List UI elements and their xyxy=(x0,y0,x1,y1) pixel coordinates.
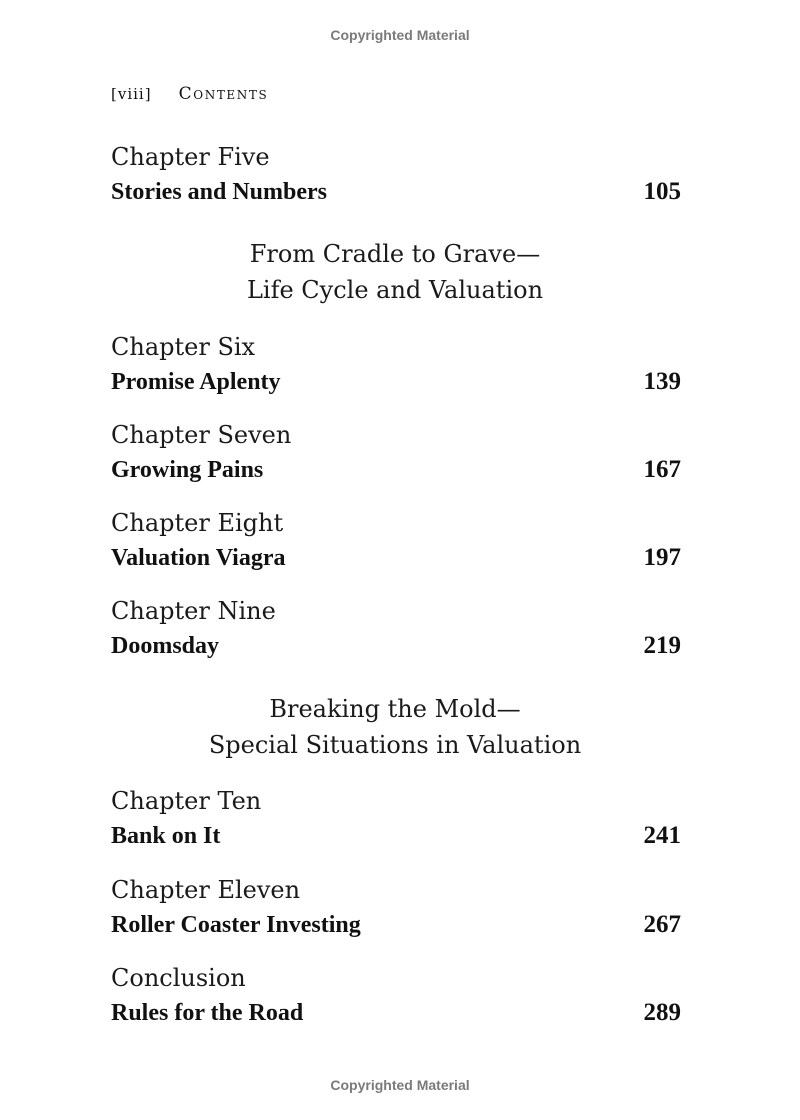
chapter-row xyxy=(111,818,681,854)
running-head xyxy=(111,84,268,104)
chapter-page-number: 219 xyxy=(643,632,681,659)
toc-entry-chapter-five[interactable] xyxy=(111,140,681,210)
chapter-row xyxy=(111,540,681,576)
chapter-title: Bank on It xyxy=(111,823,221,849)
chapter-title: Rules for the Road xyxy=(111,1000,304,1026)
chapter-label: Chapter Nine xyxy=(111,597,276,625)
toc-entry-chapter-eleven[interactable] xyxy=(111,873,681,943)
chapter-row xyxy=(111,364,681,400)
chapter-label: Conclusion xyxy=(111,964,246,992)
chapter-row xyxy=(111,628,681,664)
chapter-title: Valuation Viagra xyxy=(111,545,286,571)
chapter-label: Chapter Eleven xyxy=(111,876,301,904)
chapter-title: Doomsday xyxy=(111,633,220,659)
chapter-label: Chapter Six xyxy=(111,333,256,361)
chapter-page-number: 197 xyxy=(643,544,681,571)
part-heading-life-cycle xyxy=(0,236,790,308)
toc-entry-chapter-six[interactable] xyxy=(111,330,681,400)
chapter-page-number: 139 xyxy=(643,368,681,395)
chapter-row xyxy=(111,995,681,1031)
toc-entry-chapter-seven[interactable] xyxy=(111,418,681,488)
running-head-title: Contents xyxy=(178,84,269,104)
page-folio: [viii] xyxy=(111,85,152,103)
toc-entry-chapter-eight[interactable] xyxy=(111,506,681,576)
part-heading-line: From Cradle to Grave— xyxy=(249,240,541,268)
chapter-page-number: 241 xyxy=(643,822,681,849)
chapter-row xyxy=(111,907,681,943)
part-heading-special-situations xyxy=(0,691,790,763)
chapter-page-number: 289 xyxy=(643,999,681,1026)
chapter-title: Promise Aplenty xyxy=(111,369,281,395)
part-heading-line: Breaking the Mold— xyxy=(269,695,521,723)
chapter-page-number: 267 xyxy=(643,911,681,938)
toc-entry-conclusion[interactable] xyxy=(111,961,681,1031)
toc-entry-chapter-ten[interactable] xyxy=(111,784,681,854)
chapter-label: Chapter Ten xyxy=(111,787,262,815)
chapter-row xyxy=(111,452,681,488)
chapter-label: Chapter Five xyxy=(111,143,270,171)
chapter-label: Chapter Seven xyxy=(111,421,292,449)
chapter-page-number: 167 xyxy=(643,456,681,483)
part-heading-line: Special Situations in Valuation xyxy=(208,731,582,759)
chapter-label: Chapter Eight xyxy=(111,509,284,537)
chapter-row xyxy=(111,174,681,210)
chapter-page-number: 105 xyxy=(643,178,681,205)
copyright-watermark-bottom: Copyrighted Material xyxy=(330,1077,470,1093)
chapter-title: Roller Coaster Investing xyxy=(111,912,361,938)
chapter-title: Stories and Numbers xyxy=(111,179,328,205)
copyright-watermark-top: Copyrighted Material xyxy=(330,27,470,43)
part-heading-line: Life Cycle and Valuation xyxy=(246,276,544,304)
toc-entry-chapter-nine[interactable] xyxy=(111,594,681,664)
chapter-title: Growing Pains xyxy=(111,457,264,483)
